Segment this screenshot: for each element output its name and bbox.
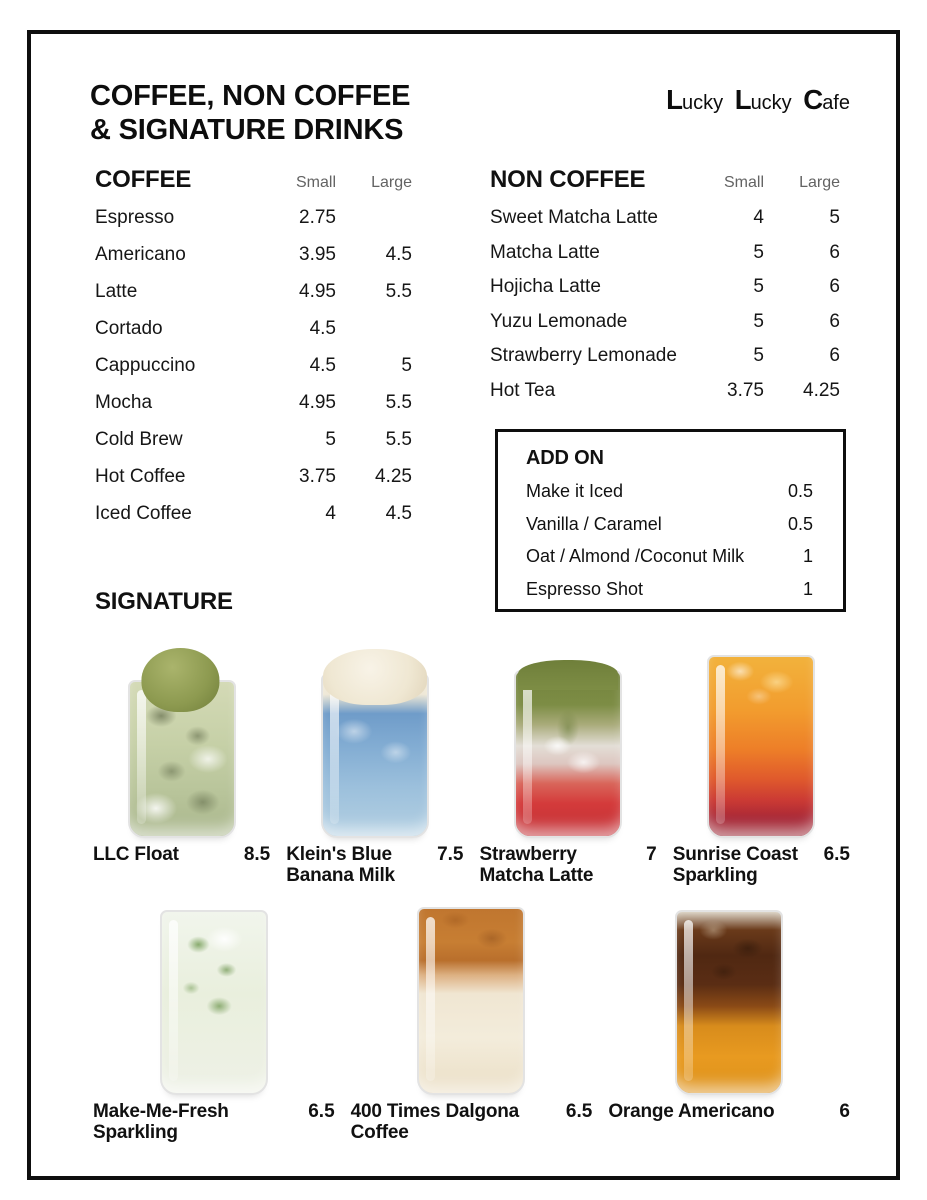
signature-heading: SIGNATURE (95, 588, 233, 615)
item-price: 7.5 (437, 844, 464, 865)
item-name: Americano (95, 244, 186, 265)
drink-photo-kleins-blue (286, 640, 463, 838)
signature-row-2 (93, 897, 850, 1144)
signature-item (351, 897, 593, 1144)
signature-item (286, 640, 463, 887)
signature-label (93, 844, 270, 866)
item-name: Oat / Almond /Coconut Milk (526, 546, 745, 566)
item-price-small: 5 (753, 276, 764, 297)
signature-label (673, 844, 850, 887)
item-price-small: 5 (753, 345, 764, 366)
sunrise-glass-image (707, 655, 815, 838)
item-price-large: 4.5 (385, 244, 412, 265)
item-price-large: 5.5 (385, 392, 412, 413)
page-title (90, 80, 410, 147)
item-price-large: 6 (829, 345, 840, 366)
item-price-small: 5 (753, 241, 764, 263)
item-name: Klein's Blue Banana Milk (286, 844, 395, 887)
item-price-small: 2.75 (299, 207, 336, 228)
item-name: Yuzu Lemonade (490, 310, 628, 332)
signature-item (93, 897, 335, 1144)
item-name: Orange Americano (608, 1101, 775, 1122)
item-price-large: 6 (829, 310, 840, 332)
blue-milk-glass-image (321, 673, 429, 838)
cafe-logo (640, 84, 850, 116)
non-coffee-section-header (490, 166, 840, 194)
signature-label (480, 844, 657, 887)
item-name: Sweet Matcha Latte (490, 207, 658, 228)
item-price: 6.5 (823, 844, 850, 865)
item-name: Hojicha Latte (490, 276, 601, 297)
logo-word: Lucky (734, 84, 792, 115)
signature-label (93, 1101, 335, 1144)
item-price-large: 4.25 (375, 466, 412, 487)
item-price-small: 4.95 (299, 281, 336, 302)
item-name: Cappuccino (95, 355, 196, 376)
non-coffee-section (490, 166, 840, 413)
signature-label (286, 844, 463, 887)
item-price: 7 (646, 844, 657, 865)
non-coffee-table (490, 206, 840, 413)
item-name: 400 Times Dalgona Coffee (350, 1101, 520, 1144)
item-price-small: 4.5 (309, 318, 336, 339)
item-name: Espresso Shot (526, 578, 644, 599)
ice-cream-scoop (141, 648, 219, 712)
column-label-small: Small (723, 174, 764, 191)
coffee-section (95, 166, 412, 539)
signature-item (608, 897, 850, 1144)
item-name: Iced Coffee (95, 503, 192, 524)
item-price-large: 5.5 (385, 281, 412, 302)
item-price-small: 5 (753, 310, 764, 332)
item-price-small: 3.95 (299, 244, 336, 265)
logo-word: Cafe (803, 84, 850, 115)
drink-photo-orange-americano (608, 897, 850, 1095)
item-price-large: 5.5 (385, 429, 412, 450)
item-price-large: 6 (829, 241, 840, 263)
signature-label (608, 1101, 850, 1123)
signature-row-1 (93, 640, 850, 887)
orange-americano-glass-image (675, 910, 783, 1095)
item-price-small: 4 (753, 207, 764, 228)
page-title-line2: & SIGNATURE DRINKS (90, 113, 404, 146)
drink-photo-make-me-fresh (93, 897, 335, 1095)
cream-foam-top (323, 649, 427, 705)
logo-word: Lucky (666, 84, 724, 115)
strawberry-matcha-glass-image (514, 670, 622, 838)
item-price: 6 (839, 1101, 850, 1122)
item-price: 1 (802, 578, 813, 599)
item-name: Hot Tea (490, 379, 556, 401)
item-name: Cortado (95, 318, 163, 339)
matcha-top (518, 660, 618, 690)
item-price-large: 5 (829, 207, 840, 228)
signature-item (673, 640, 850, 887)
item-price-large (336, 206, 412, 243)
page-title-line1: COFFEE, NON COFFEE (90, 80, 411, 112)
item-price-small: 3.75 (727, 379, 764, 401)
coffee-section-header (95, 166, 412, 194)
item-name: Vanilla / Caramel (526, 513, 662, 534)
item-price: 6.5 (565, 1101, 593, 1122)
item-price-small: 4.95 (299, 392, 336, 413)
item-price-small: 3.75 (299, 466, 336, 487)
coffee-table (95, 206, 412, 539)
column-label-large: Large (799, 174, 840, 191)
item-price: 1 (802, 546, 813, 566)
item-name: Cold Brew (95, 429, 183, 450)
item-name: Hot Coffee (95, 466, 186, 487)
coffee-heading: COFFEE (95, 166, 192, 193)
item-name: Strawberry Matcha Latte (479, 844, 594, 887)
drink-photo-sunrise-sparkling (673, 640, 850, 838)
item-price: 8.5 (243, 844, 271, 865)
signature-item (480, 640, 657, 887)
add-on-heading: ADD ON (526, 447, 604, 469)
item-price-small: 4 (325, 503, 336, 524)
drink-photo-llc-float (93, 640, 270, 838)
signature-label (351, 1101, 593, 1144)
item-name: Espresso (95, 207, 175, 228)
column-label-small: Small (295, 174, 336, 191)
non-coffee-heading: NON COFFEE (490, 166, 646, 193)
item-name: Latte (95, 281, 138, 302)
item-name: Mocha (95, 392, 153, 413)
item-price: 0.5 (787, 481, 813, 501)
item-price: 6.5 (308, 1101, 335, 1122)
item-price-small: 4.5 (309, 355, 336, 376)
signature-item (93, 640, 270, 887)
column-label-large: Large (371, 174, 412, 191)
item-price-large: 4.5 (385, 503, 412, 524)
matcha-float-glass-image (128, 680, 236, 838)
item-name: Make it Iced (526, 481, 624, 501)
item-name: LLC Float (93, 844, 179, 865)
item-price-large: 5 (401, 355, 412, 376)
add-on-box (495, 429, 846, 612)
item-price-large: 6 (829, 276, 840, 297)
item-name: Sunrise Coast Sparkling (672, 844, 798, 887)
item-name: Make-Me-Fresh Sparkling (93, 1101, 229, 1144)
dalgona-glass-image (417, 907, 525, 1095)
item-price-large: 4.25 (803, 379, 840, 401)
drink-photo-strawberry-matcha (480, 640, 657, 838)
item-name: Matcha Latte (490, 241, 600, 263)
add-on-table (526, 480, 813, 610)
item-price: 0.5 (787, 513, 813, 534)
drink-photo-dalgona-coffee (351, 897, 593, 1095)
item-price-large (336, 317, 412, 354)
mint-sparkling-glass-image (160, 910, 268, 1095)
item-name: Strawberry Lemonade (490, 345, 677, 366)
item-price-small: 5 (325, 429, 336, 450)
